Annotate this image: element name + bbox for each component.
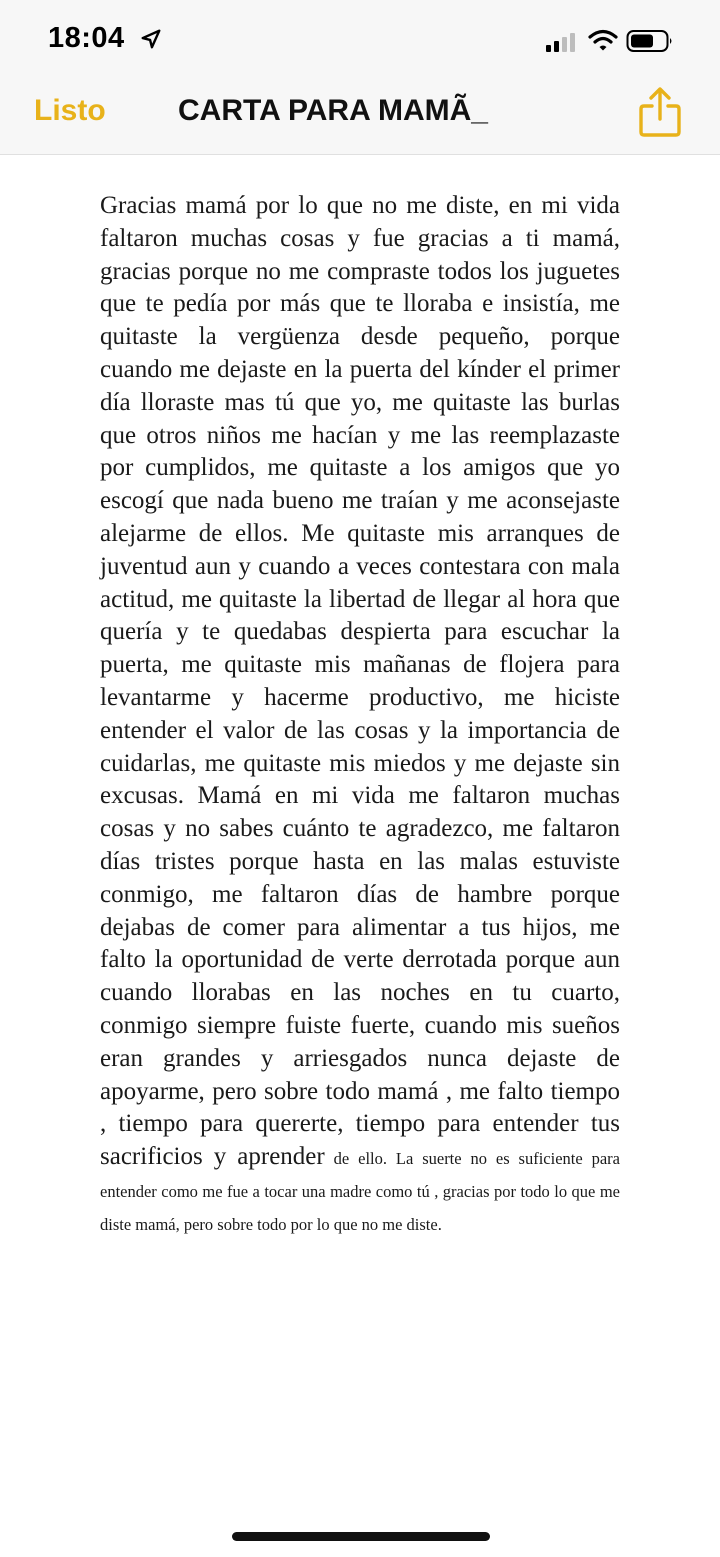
home-indicator[interactable] [232, 1532, 490, 1541]
wifi-icon [588, 28, 618, 52]
done-button[interactable]: Listo [34, 94, 106, 127]
letter-body-text: Gracias mamá por lo que no me diste, en mi vida faltaron muchas cosas y fue gracias a ti mamá, gracias porque no me compraste todos los juguetes que te pedía por más que te lloraba e insistía, me quitaste la vergüenza desde pequeño, porque cuando me dejaste en la puerta del kínder el primer día lloraste mas tú que yo, me quitaste las burlas que otros niños me hacían y me las reemplazaste por cumplidos, me quitaste a los amigos que yo escogí que nada bueno me traían y me aconsejaste alejarme de ellos. Me quitaste mis arranques de juventud aun y cuando a veces contestara con mala actitud, me quitaste la libertad de llegar al hora que quería y te quedabas despierta para escuchar la puerta, me quitaste mis mañanas de flojera para levantarme y hacerme productivo, me hiciste entender el valor de las cosas y la importancia de cuidarlas, me quitaste mis miedos y me dejaste sin excusas. Mamá en mi vida me faltaron muchas cosas y no sabes cuánto te agradezco, me faltaron días tristes porque hasta en las malas estuviste conmigo, me faltaron días de hambre porque dejabas de comer para alimentar a tus hijos, me falto la oportunidad de verte derrotada porque aun cuando llorabas en las noches en tu cuarto, conmigo siempre fuiste fuerte, cuando mis sueños eran grandes y arriesgados nunca dejaste de apoyarme, pero sobre todo mamá , me falto tiempo , tiempo para quererte, tiempo para entender tus sacrificios y aprender [100, 192, 620, 1171]
letter-paragraph [100, 190, 620, 1240]
status-time: 18:04 [48, 22, 125, 54]
location-arrow-icon [140, 28, 162, 50]
letter-closing-text: de ello. La suerte no es suficiente para entender como me fue a tocar una madre como tú , gracias por todo lo que me diste mamá, pero sobre todo por lo que no me diste. [100, 1149, 620, 1234]
battery-icon [626, 29, 674, 53]
letter-content [100, 190, 620, 1240]
document-title: CARTA PARA MAMÃ_ [178, 94, 488, 127]
cellular-signal-icon [544, 32, 580, 52]
share-icon[interactable] [636, 86, 684, 138]
status-bar [0, 0, 720, 80]
navigation-bar [0, 80, 720, 155]
